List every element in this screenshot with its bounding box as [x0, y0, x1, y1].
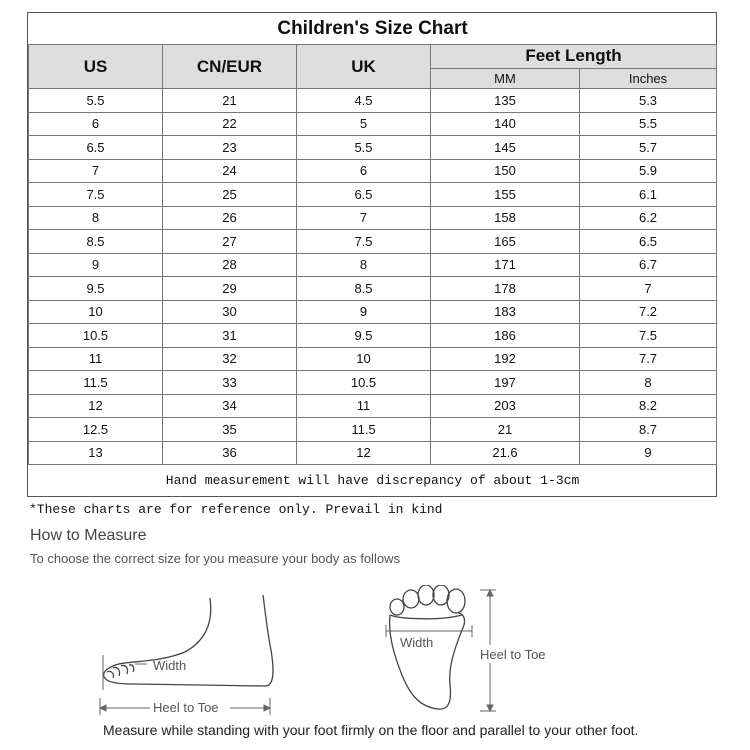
cell-inches: 8.2: [580, 394, 717, 418]
cell-inches: 6.2: [580, 206, 717, 230]
side-foot-illustration: [95, 590, 285, 720]
how-to-title: How to Measure: [30, 527, 147, 544]
cell-inches: 9: [580, 441, 717, 465]
cell-mm: 178: [431, 277, 580, 301]
cell-inches: 7.2: [580, 300, 717, 324]
table-row: [29, 206, 717, 230]
cell-cn-eur: 36: [163, 441, 297, 465]
cell-cn-eur: 26: [163, 206, 297, 230]
cell-mm: 145: [431, 136, 580, 160]
cell-cn-eur: 27: [163, 230, 297, 254]
cell-us: 10.5: [29, 324, 163, 348]
header-uk: UK: [297, 45, 431, 89]
header-mm: MM: [431, 68, 580, 88]
cell-cn-eur: 21: [163, 89, 297, 113]
cell-us: 11.5: [29, 371, 163, 395]
top-foot-illustration: [380, 585, 580, 715]
cell-us: 5.5: [29, 89, 163, 113]
table-row: [29, 183, 717, 207]
cell-us: 10: [29, 300, 163, 324]
cell-cn-eur: 29: [163, 277, 297, 301]
size-chart: [27, 12, 717, 497]
cell-us: 12.5: [29, 418, 163, 442]
cell-us: 7: [29, 159, 163, 183]
cell-mm: 135: [431, 89, 580, 113]
cell-uk: 5: [297, 112, 431, 136]
cell-us: 8: [29, 206, 163, 230]
cell-uk: 8.5: [297, 277, 431, 301]
cell-inches: 7: [580, 277, 717, 301]
cell-us: 12: [29, 394, 163, 418]
cell-mm: 21.6: [431, 441, 580, 465]
cell-inches: 7.7: [580, 347, 717, 371]
header-us: US: [29, 45, 163, 89]
cell-mm: 192: [431, 347, 580, 371]
cell-cn-eur: 34: [163, 394, 297, 418]
table-row: [29, 394, 717, 418]
cell-inches: 6.7: [580, 253, 717, 277]
top-width-label: Width: [400, 635, 434, 650]
reference-note: *These charts are for reference only. Prevail in kind: [29, 502, 443, 517]
cell-us: 7.5: [29, 183, 163, 207]
table-row: [29, 441, 717, 465]
cell-mm: 158: [431, 206, 580, 230]
cell-mm: 150: [431, 159, 580, 183]
table-row: [29, 89, 717, 113]
cell-uk: 5.5: [297, 136, 431, 160]
cell-inches: 8: [580, 371, 717, 395]
cell-inches: 5.7: [580, 136, 717, 160]
cell-uk: 4.5: [297, 89, 431, 113]
cell-us: 9.5: [29, 277, 163, 301]
table-row: [29, 371, 717, 395]
header-feet-length: Feet Length: [431, 45, 717, 69]
cell-mm: 21: [431, 418, 580, 442]
cell-inches: 6.1: [580, 183, 717, 207]
cell-uk: 6: [297, 159, 431, 183]
cell-mm: 140: [431, 112, 580, 136]
cell-cn-eur: 30: [163, 300, 297, 324]
cell-inches: 5.9: [580, 159, 717, 183]
cell-cn-eur: 22: [163, 112, 297, 136]
table-row: [29, 418, 717, 442]
table-row: [29, 253, 717, 277]
cell-uk: 7.5: [297, 230, 431, 254]
cell-mm: 183: [431, 300, 580, 324]
cell-cn-eur: 28: [163, 253, 297, 277]
cell-uk: 11: [297, 394, 431, 418]
table-row: [29, 277, 717, 301]
table-row: [29, 300, 717, 324]
side-length-label: Heel to Toe: [153, 700, 219, 715]
table-row: [29, 136, 717, 160]
how-to-subtitle: To choose the correct size for you measure your body as follows: [30, 551, 400, 566]
cell-inches: 5.3: [580, 89, 717, 113]
cell-mm: 171: [431, 253, 580, 277]
cell-us: 13: [29, 441, 163, 465]
cell-uk: 12: [297, 441, 431, 465]
cell-us: 6.5: [29, 136, 163, 160]
size-table: [28, 13, 717, 496]
cell-uk: 9: [297, 300, 431, 324]
cell-cn-eur: 33: [163, 371, 297, 395]
size-rows: [29, 89, 717, 465]
cell-cn-eur: 25: [163, 183, 297, 207]
header-cn-eur: CN/EUR: [163, 45, 297, 89]
cell-inches: 5.5: [580, 112, 717, 136]
cell-cn-eur: 23: [163, 136, 297, 160]
cell-cn-eur: 31: [163, 324, 297, 348]
cell-mm: 186: [431, 324, 580, 348]
cell-inches: 8.7: [580, 418, 717, 442]
cell-uk: 10: [297, 347, 431, 371]
cell-cn-eur: 24: [163, 159, 297, 183]
side-width-label: Width: [153, 658, 187, 673]
top-length-label: Heel to Toe: [480, 647, 546, 662]
chart-title: Children's Size Chart: [29, 13, 717, 45]
cell-us: 8.5: [29, 230, 163, 254]
cell-mm: 197: [431, 371, 580, 395]
cell-mm: 155: [431, 183, 580, 207]
cell-cn-eur: 35: [163, 418, 297, 442]
cell-uk: 10.5: [297, 371, 431, 395]
cell-us: 6: [29, 112, 163, 136]
header-inches: Inches: [580, 68, 717, 88]
cell-inches: 6.5: [580, 230, 717, 254]
table-row: [29, 159, 717, 183]
measure-caption: Measure while standing with your foot firmly on the floor and parallel to your other foot.: [103, 722, 639, 738]
cell-uk: 11.5: [297, 418, 431, 442]
cell-mm: 203: [431, 394, 580, 418]
cell-us: 11: [29, 347, 163, 371]
measurement-note: Hand measurement will have discrepancy of about 1-3cm: [29, 465, 717, 497]
cell-mm: 165: [431, 230, 580, 254]
cell-uk: 9.5: [297, 324, 431, 348]
cell-cn-eur: 32: [163, 347, 297, 371]
cell-uk: 6.5: [297, 183, 431, 207]
cell-us: 9: [29, 253, 163, 277]
table-row: [29, 112, 717, 136]
table-row: [29, 324, 717, 348]
cell-uk: 7: [297, 206, 431, 230]
cell-inches: 7.5: [580, 324, 717, 348]
cell-uk: 8: [297, 253, 431, 277]
table-row: [29, 230, 717, 254]
table-row: [29, 347, 717, 371]
